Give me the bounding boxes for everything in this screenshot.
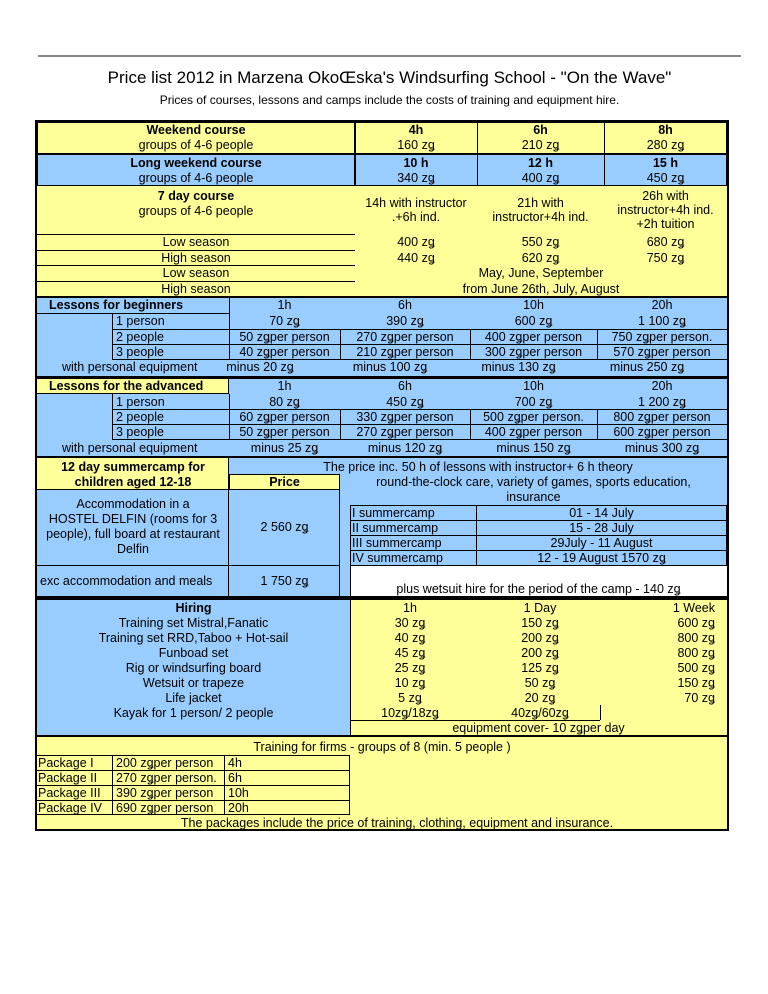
hiring-price-week: 70 zǥ bbox=[684, 691, 715, 705]
beginners-col-6h: 6h bbox=[398, 298, 412, 312]
accommodation-price: 2 560 zǥ bbox=[260, 520, 309, 534]
long-weekend-p1: 340 zǥ bbox=[397, 171, 435, 185]
camp-dates: 01 - 14 July bbox=[569, 506, 634, 520]
exc-accommodation-price: 1 750 zǥ bbox=[260, 574, 309, 588]
high-season-label: High season bbox=[161, 251, 231, 265]
advanced-title: Lessons for the advanced bbox=[49, 379, 204, 393]
hiring-item: Training set Mistral,Fanatic bbox=[118, 616, 269, 630]
accommodation-line: people), full board at restaurant bbox=[46, 527, 220, 541]
advanced-cell: 500 zǥper person. bbox=[483, 410, 584, 424]
packages-note: The packages include the price of training, clothing, equipment and insurance. bbox=[180, 816, 614, 830]
accommodation-line: HOSTEL DELFIN (rooms for 3 bbox=[48, 512, 218, 526]
week-course-name: 7 day course bbox=[157, 189, 235, 203]
advanced-cell: 700 zǥ bbox=[514, 395, 553, 409]
top-rule bbox=[38, 55, 741, 57]
hiring-price-day: 40zǥ/60zǥ bbox=[511, 706, 569, 720]
page-subtitle: Prices of courses, lessons and camps include the costs of training and equipment hire. bbox=[159, 93, 620, 107]
beginners-cell: 390 zǥ bbox=[386, 314, 424, 328]
col-divider bbox=[112, 313, 113, 359]
package-price: 390 zǥper person bbox=[116, 786, 214, 800]
row-divider bbox=[112, 439, 229, 440]
beginners-cell: 300 zǥper person bbox=[484, 345, 583, 359]
week-h1: 14h with instructor .+6h ind. bbox=[365, 196, 467, 224]
accommodation-line: Delfin bbox=[117, 542, 149, 556]
hiring-price-week: 600 zǥ bbox=[677, 616, 715, 630]
advanced-cell: 1 200 zǥ bbox=[638, 395, 686, 409]
beginners-title: Lessons for beginners bbox=[49, 298, 184, 312]
advanced-cell: 450 zǥ bbox=[386, 395, 424, 409]
camp-info-2: round-the-clock care, variety of games, sports education, bbox=[376, 475, 691, 489]
long-weekend-name: Long weekend course bbox=[130, 156, 262, 170]
firms-title: Training for firms - groups of 8 (min. 5 people ) bbox=[253, 740, 511, 754]
hiring-col-week: 1 Week bbox=[672, 601, 715, 615]
week-h3: 26h with instructor+4h ind. +2h tuition bbox=[617, 189, 714, 231]
low-season-label: Low season bbox=[162, 235, 230, 249]
col-divider bbox=[600, 705, 601, 720]
beginners-cell: 600 zǥ bbox=[514, 314, 553, 328]
hiring-col-day: 1 Day bbox=[523, 601, 557, 615]
row-divider bbox=[229, 439, 727, 440]
long-weekend-p3: 450 zǥ bbox=[646, 171, 685, 185]
hiring-price-day: 200 zǥ bbox=[521, 646, 559, 660]
hiring-price-day: 150 zǥ bbox=[521, 616, 559, 630]
low-season-months: May, June, September bbox=[478, 266, 604, 280]
hiring-item: Kayak for 1 person/ 2 people bbox=[113, 706, 274, 720]
long-weekend-h1: 10 h bbox=[403, 156, 429, 170]
beginners-cell: 50 zǥper person bbox=[239, 330, 330, 344]
beginners-col-10h: 10h bbox=[523, 298, 544, 312]
weekend-h2: 6h bbox=[533, 123, 548, 137]
high-season-label-2: High season bbox=[161, 282, 231, 296]
hiring-col-1h: 1h bbox=[403, 601, 417, 615]
high-price-3: 750 zǥ bbox=[646, 251, 685, 265]
advanced-col-10h: 10h bbox=[523, 379, 544, 393]
package-name: Package II bbox=[38, 771, 98, 785]
hiring-item: Life jacket bbox=[165, 691, 222, 705]
beginners-equip: minus 250 zǥ bbox=[609, 360, 685, 374]
beginners-cell: 750 zǥper person. bbox=[611, 330, 713, 344]
hiring-price-day: 20 zǥ bbox=[524, 691, 556, 705]
advanced-equip: minus 25 zǥ bbox=[250, 441, 319, 455]
beginners-row-label: 2 people bbox=[116, 330, 164, 344]
advanced-equip: minus 150 zǥ bbox=[496, 441, 571, 455]
hiring-price-1h: 10 zǥ bbox=[394, 676, 426, 690]
camp-name: I summercamp bbox=[352, 506, 435, 520]
weekend-course-name: Weekend course bbox=[146, 123, 246, 137]
summercamp-title-2: children aged 12-18 bbox=[74, 475, 192, 489]
hiring-price-1h: 10zǥ/18zǥ bbox=[381, 706, 439, 720]
price-label: Price bbox=[269, 475, 300, 489]
advanced-row-label: 3 people bbox=[116, 425, 164, 439]
advanced-col-20h: 20h bbox=[651, 379, 673, 393]
weekend-h3: 8h bbox=[658, 123, 673, 137]
camp-dates: 29July - 11 August bbox=[550, 536, 653, 550]
hiring-price-day: 200 zǥ bbox=[521, 631, 559, 645]
wetsuit-note: plus wetsuit hire for the period of the camp - 140 zǥ bbox=[396, 582, 681, 596]
page-title: Price list 2012 in Marzena OkoŒska's Windsurfing School - "On the Wave" bbox=[107, 68, 672, 87]
weekend-course-group: groups of 4-6 people bbox=[138, 138, 254, 152]
beginners-equipment-label: with personal equipment bbox=[62, 360, 198, 374]
beginners-equip: minus 100 zǥ bbox=[352, 360, 428, 374]
hiring-item: Rig or windsurfing board bbox=[125, 661, 262, 675]
high-price-2: 620 zǥ bbox=[521, 251, 560, 265]
beginners-row-label: 1 person bbox=[116, 314, 165, 328]
high-price-1: 440 zǥ bbox=[397, 251, 435, 265]
weekend-p3: 280 zǥ bbox=[646, 138, 685, 152]
beginners-cell: 270 zǥper person bbox=[356, 330, 454, 344]
advanced-cell: 50 zǥper person bbox=[239, 425, 330, 439]
advanced-equip: minus 300 zǥ bbox=[624, 441, 700, 455]
advanced-equipment-label: with personal equipment bbox=[62, 441, 198, 455]
advanced-row-label: 2 people bbox=[116, 410, 164, 424]
hiring-price-week: 500 zǥ bbox=[677, 661, 715, 675]
weekend-h1: 4h bbox=[408, 123, 424, 137]
hiring-price-1h: 30 zǥ bbox=[394, 616, 426, 630]
long-weekend-group: groups of 4-6 people bbox=[138, 171, 254, 185]
package-price: 200 zǥper person bbox=[116, 756, 214, 770]
low-price-2: 550 zǥ bbox=[521, 235, 560, 249]
weekend-p2: 210 zǥ bbox=[521, 138, 560, 152]
camp-info-3: insurance bbox=[506, 490, 561, 504]
summercamp-title-1: 12 day summercamp for bbox=[61, 460, 205, 474]
advanced-col-1h: 1h bbox=[277, 379, 292, 393]
advanced-equip: minus 120 zǥ bbox=[367, 441, 443, 455]
hiring-item: Wetsuit or trapeze bbox=[142, 676, 245, 690]
beginners-cell: 70 zǥ bbox=[269, 314, 300, 328]
accommodation-line: Accommodation in a bbox=[76, 497, 190, 511]
week-h2: 21h with instructor+4h ind. bbox=[492, 196, 589, 224]
beginners-equip: minus 20 zǥ bbox=[226, 360, 294, 374]
hiring-item: Training set RRD,Taboo + Hot-sail bbox=[98, 631, 289, 645]
camp-info-1: The price inc. 50 h of lessons with instructor+ 6 h theory bbox=[323, 460, 633, 474]
hiring-price-week: 800 zǥ bbox=[677, 646, 715, 660]
beginners-cell: 1 100 zǥ bbox=[638, 314, 686, 328]
high-season-months: from June 26th, July, August bbox=[462, 282, 620, 296]
package-hours: 10h bbox=[228, 786, 249, 800]
hiring-price-week: 150 zǥ bbox=[677, 676, 715, 690]
low-price-3: 680 zǥ bbox=[646, 235, 685, 249]
advanced-cell: 400 zǥper person bbox=[484, 425, 583, 439]
hiring-price-1h: 45 zǥ bbox=[394, 646, 426, 660]
package-price: 270 zǥper person. bbox=[116, 771, 217, 785]
camp-dates: 12 - 19 August 1570 zǥ bbox=[537, 551, 666, 565]
week-course-group: groups of 4-6 people bbox=[138, 204, 254, 218]
advanced-cell: 80 zǥ bbox=[269, 395, 300, 409]
beginners-col-20h: 20h bbox=[651, 298, 673, 312]
camp-name: II summercamp bbox=[352, 521, 439, 535]
package-hours: 20h bbox=[228, 801, 249, 815]
beginners-cell: 40 zǥper person bbox=[239, 345, 330, 359]
camp-name: IV summercamp bbox=[352, 551, 443, 565]
hiring-price-day: 50 zǥ bbox=[524, 676, 556, 690]
beginners-row-label: 3 people bbox=[116, 345, 164, 359]
low-season-label-2: Low season bbox=[162, 266, 230, 280]
advanced-col-6h: 6h bbox=[398, 379, 412, 393]
package-hours: 4h bbox=[228, 756, 242, 770]
advanced-cell: 330 zǥper person bbox=[356, 410, 454, 424]
hiring-price-week: 800 zǥ bbox=[677, 631, 715, 645]
weekend-p1: 160 zǥ bbox=[397, 138, 435, 152]
long-weekend-h2: 12 h bbox=[527, 156, 553, 170]
long-weekend-h3: 15 h bbox=[652, 156, 678, 170]
camp-dates: 15 - 28 July bbox=[569, 521, 634, 535]
beginners-col-1h: 1h bbox=[277, 298, 292, 312]
col-divider bbox=[112, 394, 113, 439]
hiring-price-1h: 40 zǥ bbox=[394, 631, 426, 645]
hiring-price-1h: 25 zǥ bbox=[394, 661, 426, 675]
low-price-1: 400 zǥ bbox=[397, 235, 435, 249]
camp-name: III summercamp bbox=[352, 536, 442, 550]
package-price: 690 zǥper person bbox=[116, 801, 214, 815]
beginners-cell: 210 zǥper person bbox=[356, 345, 454, 359]
package-name: Package IV bbox=[38, 801, 102, 815]
beginners-cell: 400 zǥper person bbox=[484, 330, 583, 344]
package-name: Package III bbox=[38, 786, 101, 800]
advanced-cell: 270 zǥper person bbox=[356, 425, 454, 439]
package-name: Package I bbox=[38, 756, 94, 770]
long-weekend-p2: 400 zǥ bbox=[521, 171, 560, 185]
hiring-item: Funboad set bbox=[158, 646, 229, 660]
exc-accommodation-label: exc accommodation and meals bbox=[40, 574, 213, 588]
hiring-title: Hiring bbox=[175, 601, 212, 615]
advanced-cell: 600 zǥper person bbox=[613, 425, 711, 439]
advanced-cell: 60 zǥper person bbox=[239, 410, 330, 424]
hiring-price-1h: 5 zǥ bbox=[398, 691, 422, 705]
package-hours: 6h bbox=[228, 771, 242, 785]
hiring-price-day: 125 zǥ bbox=[521, 661, 559, 675]
advanced-row-label: 1 person bbox=[116, 395, 165, 409]
equipment-cover-note: equipment cover- 10 zǥper day bbox=[452, 721, 625, 735]
beginners-equip: minus 130 zǥ bbox=[481, 360, 556, 374]
advanced-cell: 800 zǥper person bbox=[613, 410, 711, 424]
beginners-cell: 570 zǥper person bbox=[613, 345, 711, 359]
